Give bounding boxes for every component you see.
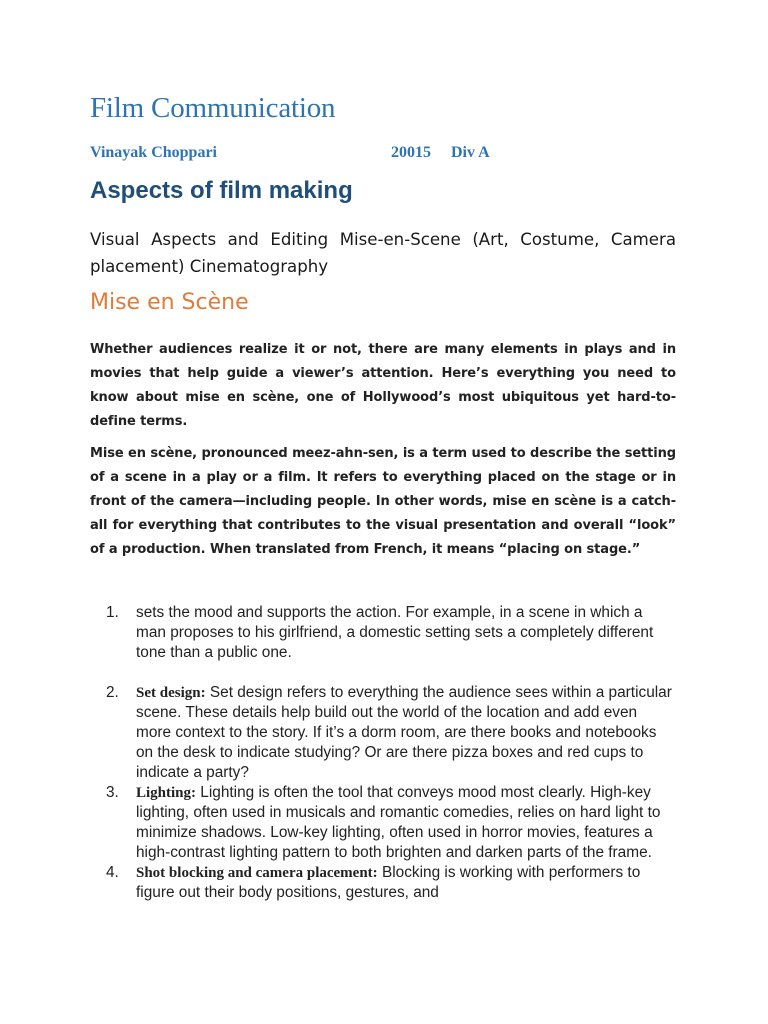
author-division: Div A (451, 144, 490, 161)
intro-paragraph: Whether audiences realize it or not, there are many elements in plays and in movies that help guide a viewer’s attention. Here’s everything you need to know about mise en scène, one of Hollywood’s most ubiquitous yet hard-to-define terms. (90, 342, 676, 429)
list-number: 2. (106, 684, 119, 701)
list-item-text: Lighting is often the tool that conveys mood most clearly. High-key lighting, often used in musicals and romantic comedies, relies on hard light to minimize shadows. Low-key lighting, often used in horror movies, features a high-contrast lighting pattern to both brighten and darken parts of the frame. (136, 784, 661, 861)
list-item-text: Blocking is working with performers to figure out their body positions, gestures, and (136, 864, 641, 901)
list-item-text: Set design refers to everything the audience sees within a particular scene. These details help build out the world of the location and add even more context to the story. If it’s a dorm room, are there books and notebooks on the desk to indicate studying? Or are there pizza boxes and red cups to indicate a party? (136, 684, 672, 781)
list-item (106, 863, 676, 903)
list-item-text: sets the mood and supports the action. For example, in a scene in which a man proposes to his girlfriend, a domestic setting sets a completely different tone than a public one. (136, 604, 654, 661)
heading-aspects: Aspects of film making (90, 177, 353, 204)
list-number: 3. (106, 784, 119, 801)
list-number: 1. (106, 604, 119, 621)
author-line (90, 144, 490, 162)
author-name: Vinayak Choppari (90, 144, 217, 161)
list-item-term: Shot blocking and camera placement: (136, 865, 378, 881)
list-item (106, 783, 676, 863)
list-item (106, 683, 676, 783)
list-item-term: Lighting: (136, 785, 197, 801)
list-item (106, 603, 676, 663)
visual-aspects-paragraph: Visual Aspects and Editing Mise-en-Scene (Art, Costume, Camera placement) Cinematography (90, 230, 676, 276)
heading-mise-en-scene: Mise en Scène (90, 290, 249, 315)
author-id: 20015 (391, 144, 431, 161)
elements-list (106, 603, 676, 903)
list-item-term: Set design: (136, 685, 206, 701)
list-number: 4. (106, 864, 119, 881)
document-title: Film Communication (90, 92, 336, 124)
definition-paragraph: Mise en scène, pronounced meez-ahn-sen, is a term used to describe the setting of a scene in a play or a film. It refers to everything placed on the stage or in front of the camera—including people. In other words, mise en scène is a catch-all for everything that contributes to the visual presentation and overall “look” of a production. When translated from French, it means “placing on stage.” (90, 446, 676, 557)
